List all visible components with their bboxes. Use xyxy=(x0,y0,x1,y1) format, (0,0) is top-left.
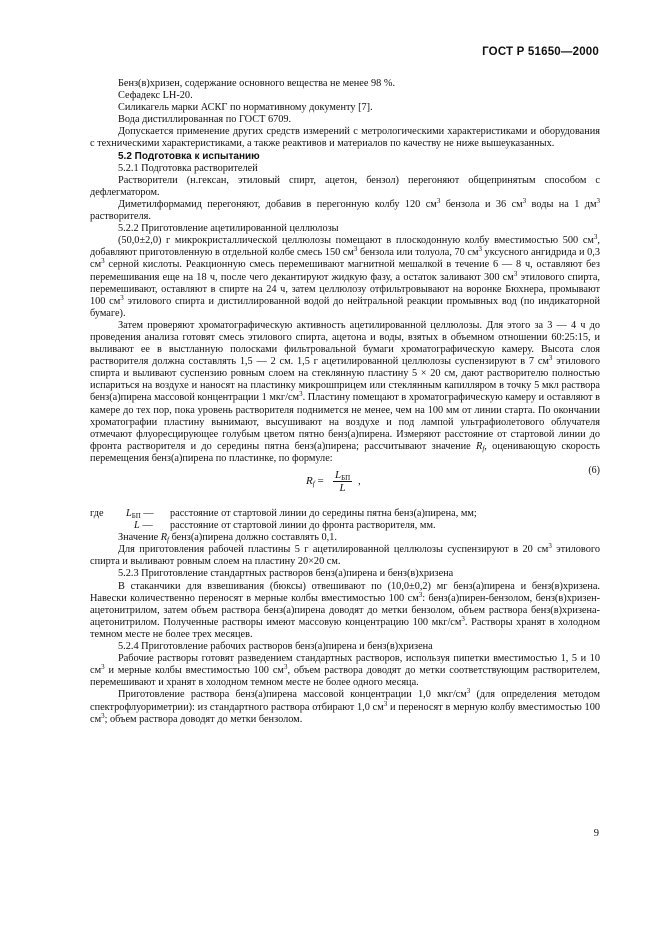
text-run: . Растворы хранят в холодном темном месте не более трех месяцев. xyxy=(90,616,600,640)
superscript: 3 xyxy=(101,257,105,266)
section-heading: 5.2 Подготовка к испытанию xyxy=(118,150,260,162)
superscript: 3 xyxy=(299,390,303,399)
superscript: 3 xyxy=(353,245,358,254)
paragraph xyxy=(90,196,600,223)
text-run: Диметилформамид перегоняют, добавив в перегонную колбу 120 см xyxy=(118,198,437,210)
paragraph: Сефадекс LH-20. xyxy=(118,90,193,102)
superscript: 3 xyxy=(120,293,124,302)
superscript: 3 xyxy=(548,354,553,363)
text-run: этилового спирта и выливают ровным слоем на пластину 20×20 см. xyxy=(90,544,600,568)
text-run: ; объем раствора доводят до метки бензолом. xyxy=(104,713,303,725)
text-run: (для определения методом спектрофлуориметрии): из стандартного раствора отбирают 1,0 см xyxy=(90,689,600,713)
text-run: уксусного ангидрида и 0,3 см xyxy=(90,247,600,271)
paragraph xyxy=(90,581,600,641)
superscript: 3 xyxy=(548,542,552,551)
legend-text: расстояние от стартовой линии до середины пятна бенз(а)пирена, мм; xyxy=(170,508,477,519)
superscript: 3 xyxy=(596,196,600,205)
superscript: 3 xyxy=(101,711,105,720)
formula-6 xyxy=(90,465,600,505)
legend-line xyxy=(90,508,600,520)
rf-symbol: $R_f$ xyxy=(476,440,485,453)
text-run: Значение xyxy=(118,532,161,544)
paragraph xyxy=(90,544,600,568)
text-run: бензола или толуола, 70 см xyxy=(357,247,479,259)
formula-number: (6) xyxy=(588,465,600,476)
subsection-heading: 5.2.2 Приготовление ацетилированной целлюлозы xyxy=(118,223,339,235)
superscript: 3 xyxy=(101,663,105,672)
paragraph xyxy=(90,320,600,465)
text-run: (50,0±2,0) г микрокристаллической целлюлозы помещают в плоскодонную колбу вместимостью 500 см xyxy=(118,235,594,247)
superscript: 3 xyxy=(593,233,598,242)
superscript: 3 xyxy=(383,699,388,708)
subsection-heading: 5.2.1 Подготовка растворителей xyxy=(118,162,258,174)
paragraph xyxy=(90,689,600,725)
paragraph: Растворители (н.гексан, этиловый спирт, ацетон, бензол) перегоняют общепринятым способом с дефлегматором. xyxy=(90,174,600,198)
text-run: и мерные колбы вместимостью 100 см xyxy=(104,665,284,677)
formula-lhs: $R_f$ = xyxy=(306,475,324,488)
superscript: 3 xyxy=(283,663,288,672)
text-run: этилового спирта и дистиллированной водой до нейтральной реакции промывных вод (по индикаторной бумаге). xyxy=(90,295,600,319)
superscript: 3 xyxy=(461,614,465,623)
legend-symbol: $L_{БП}$ — xyxy=(126,508,154,520)
text-run: этилового спирта и выливают суспензию ровным слоем на стеклянную пластину 5 × 20 см, дают растворителю полностью испариться на воздухе и наносят на пластинку микрошприцем или стеклянным капилляром в точку 5 мкл раствора бенз(а)пирена массовой концентрации 1 мкг/см xyxy=(90,356,600,404)
text-run: серной кислоты. Реакционную смесь перемешивают магнитной мешалкой в течение 6 — 8 ч, оставляют без перемешивания еще на 18 ч, после чего декантируют жидкую фазу, а остаток заливают 300 см xyxy=(90,259,600,283)
rf-symbol: $R_f$ xyxy=(160,532,169,545)
paragraph: Силикагель марки АСКГ по нормативному документу [7]. xyxy=(118,102,373,114)
text-run: Для приготовления рабочей пластины 5 г ацетилированной целлюлозы суспензируют в 20 см xyxy=(118,544,549,556)
document-id: ГОСТ Р 51650—2000 xyxy=(482,46,599,58)
superscript: 3 xyxy=(466,687,471,696)
text-run: Затем проверяют хроматографическую активность ацетилированной целлюлозы. Для этого за 3 — 4 ч до проведения анализа готовят смесь этилового спирта, ацетона и воды, взятых в объемном отношении 60:25:15, и выливают ее в выстланную полосками фильтровальной бумаги хроматографическую камеру. Высота слоя растворителя должна составлять 1,5 — 2 см. 1,5 г ацетилированной целлюлозы суспензируют в 7 см xyxy=(90,319,600,368)
superscript: 3 xyxy=(513,269,518,278)
page-body xyxy=(90,78,600,726)
paragraph xyxy=(90,532,600,544)
text-run: , оценивающую скорость перемещения бенз(а)пирена по пластинке, по формуле: xyxy=(90,440,601,464)
subsection-heading: 5.2.4 Приготовление рабочих растворов бенз(а)пирена и бенз(в)хризена xyxy=(118,641,433,653)
text-run: воды на 1 дм xyxy=(526,198,597,210)
text-run: Рабочие растворы готовят разведением стандартных растворов, используя пипетки вместимостью 1, 5 и 10 см xyxy=(90,653,600,677)
paragraph: Бенз(в)хризен, содержание основного вещества не менее 98 %. xyxy=(118,78,396,89)
legend-symbol: L — xyxy=(134,520,153,532)
text-run: , добавляют приготовленную в отдельной колбе смесь 150 см xyxy=(90,235,600,259)
paragraph xyxy=(90,653,600,689)
paragraph: Допускается применение других средств измерений с метрологическими характеристиками и оборудования с техническими характеристиками, а также реактивов и материалов по качеству не ниже вышеуказанных. xyxy=(90,126,600,150)
text-run: Приготовление раствора бенз(а)пирена массовой концентрации 1,0 мкг/см xyxy=(118,689,467,701)
superscript: 3 xyxy=(478,245,482,254)
subsection-heading: 5.2.3 Приготовление стандартных растворов бенз(а)пирена и бенз(в)хризена xyxy=(118,568,454,580)
superscript: 3 xyxy=(418,590,423,599)
superscript: 3 xyxy=(436,196,441,205)
page-number: 9 xyxy=(593,828,599,839)
superscript: 3 xyxy=(522,196,527,205)
text-run: : бенз(а)пирен-бензолом, бенз(в)хризен-ацетонитрилом, затем объем раствора бенз(а)пирена доводят до метки бензолом, объем раствора бенз(в)хризена-ацетонитрилом. Полученные растворы имеют массовую концентрацию 100 мкг/см xyxy=(90,592,601,628)
paragraph xyxy=(90,235,600,320)
text-run: растворителя. xyxy=(90,211,151,223)
fraction-denominator: L xyxy=(339,482,346,495)
text-run: этилового спирта, перемешивают, оставляют в спирте на 24 ч, затем целлюлозу отфильтровывают на воронке Бюхнера, промывают 100 см xyxy=(90,271,600,307)
paragraph: Вода дистиллированная по ГОСТ 6709. xyxy=(118,114,292,126)
legend-line xyxy=(90,520,600,532)
formula-fraction xyxy=(333,469,352,494)
fraction-numerator: $L_{БП}$ xyxy=(335,469,351,482)
text-run: бензола и 36 см xyxy=(440,198,523,210)
legend-where: где xyxy=(90,508,104,519)
text-run: бенз(а)пирена должно составлять 0,1. xyxy=(169,532,337,544)
text-run: . Пластину помещают в хроматографическую камеру и оставляют в камере до тех пор, пока уровень растворителя поднимется не менее, чем на 100 мм от линии старта. По окончании хроматографии пластину вынимают, высушивают на воздухе и под лампой ультрафиолетового облучателя отмечают флуоресцирующее голубым цветом пятно бенз(а)пирена. Измеряют расстояние от стартовой линии до фронта растворителя и до середины пятна бенз(а)пирена; рассчитывают значение xyxy=(90,392,600,452)
text-run: и переносят в мерную колбу вместимостью 100 см xyxy=(90,701,600,725)
formula-comma: , xyxy=(358,475,361,487)
legend-text: расстояние от стартовой линии до фронта растворителя, мм. xyxy=(170,520,436,532)
text-run: , объем раствора доводят до метки соответствующим растворителем, перемешивают и хранят в холодном темном месте не более одного месяца. xyxy=(90,665,601,689)
text-run: В стаканчики для взвешивания (бюксы) отвешивают по (10,0±0,2) мг бенз(а)пирена и бенз(в)хризена. Навески количественно переносят в мерные колбы вместимостью 100 см xyxy=(90,580,600,604)
